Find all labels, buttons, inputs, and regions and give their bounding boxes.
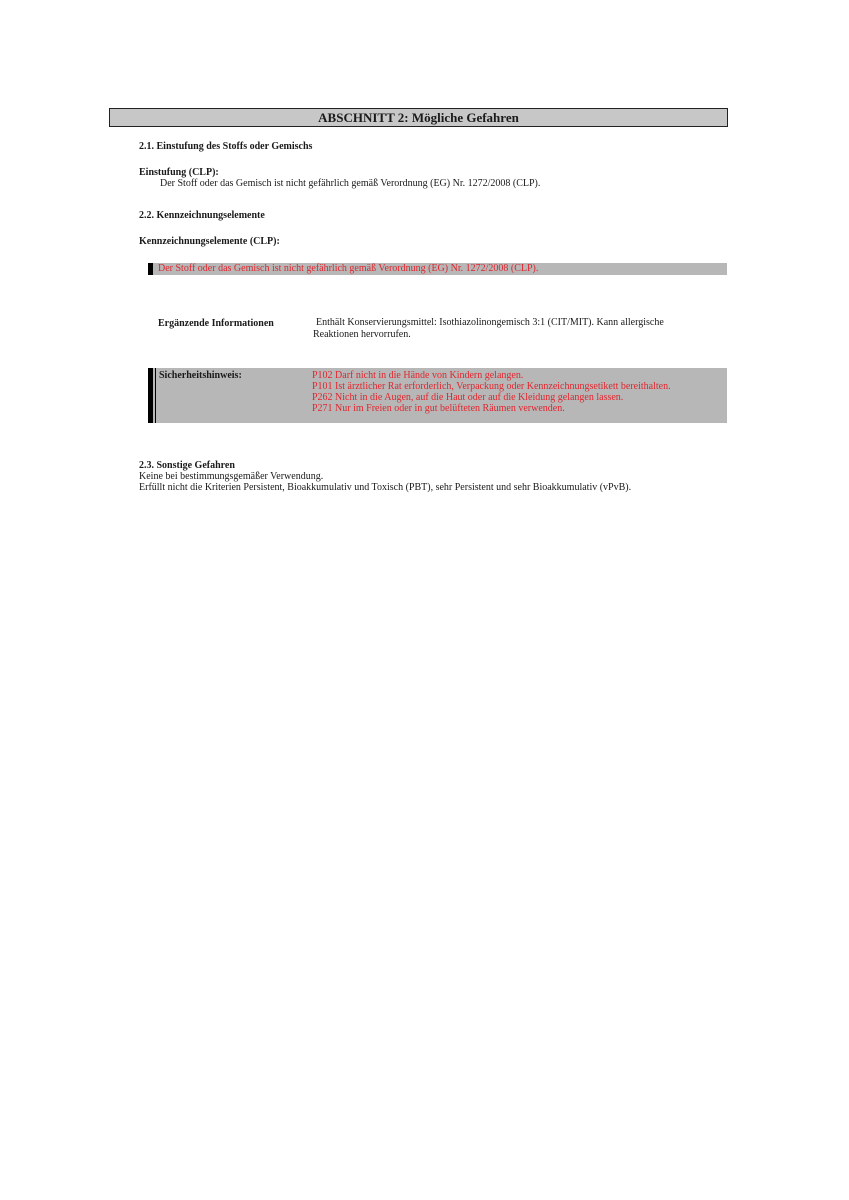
supplementary-info-label: Ergänzende Informationen: [158, 318, 274, 329]
clp-highlight-bar: [148, 263, 727, 275]
heading-2-1: 2.1. Einstufung des Stoffs oder Gemischs: [139, 141, 313, 152]
supplementary-info-line-2: Reaktionen hervorrufen.: [313, 329, 411, 340]
highlight-marker: [148, 263, 153, 275]
other-hazards-line-1: Keine bei bestimmungsgemäßer Verwendung.: [139, 471, 324, 482]
safety-marker-line: [155, 368, 156, 423]
safety-label: Sicherheitshinweis:: [159, 370, 242, 381]
safety-statements-box: [148, 368, 727, 423]
heading-2-3: 2.3. Sonstige Gefahren: [139, 460, 235, 471]
safety-statement: P102 Darf nicht in die Hände von Kindern gelangen.: [312, 370, 524, 381]
safety-statement: P271 Nur im Freien oder in gut belüfteten Räumen verwenden.: [312, 403, 565, 414]
heading-2-2: 2.2. Kennzeichnungselemente: [139, 210, 265, 221]
classification-clp-label: Einstufung (CLP):: [139, 167, 219, 178]
safety-marker: [148, 368, 153, 423]
other-hazards-line-2: Erfüllt nicht die Kriterien Persistent, Bioakkumulativ und Toxisch (PBT), sehr Persistent und sehr Bioakkumulativ (vPvB).: [139, 482, 632, 493]
clp-highlight-text: Der Stoff oder das Gemisch ist nicht gefährlich gemäß Verordnung (EG) Nr. 1272/2008 (CLP).: [158, 263, 539, 274]
section-title: ABSCHNITT 2: Mögliche Gefahren: [109, 108, 728, 127]
supplementary-info-line-1: Enthält Konservierungsmittel: Isothiazolinongemisch 3:1 (CIT/MIT). Kann allergische: [316, 317, 664, 328]
classification-clp-text: Der Stoff oder das Gemisch ist nicht gefährlich gemäß Verordnung (EG) Nr. 1272/2008 (CLP).: [160, 178, 541, 189]
labelling-clp-label: Kennzeichnungselemente (CLP):: [139, 236, 280, 247]
safety-statement: P262 Nicht in die Augen, auf die Haut oder auf die Kleidung gelangen lassen.: [312, 392, 624, 403]
safety-statement: P101 Ist ärztlicher Rat erforderlich, Verpackung oder Kennzeichnungsetikett bereithalten.: [312, 381, 671, 392]
safety-statements-list: [312, 370, 671, 414]
